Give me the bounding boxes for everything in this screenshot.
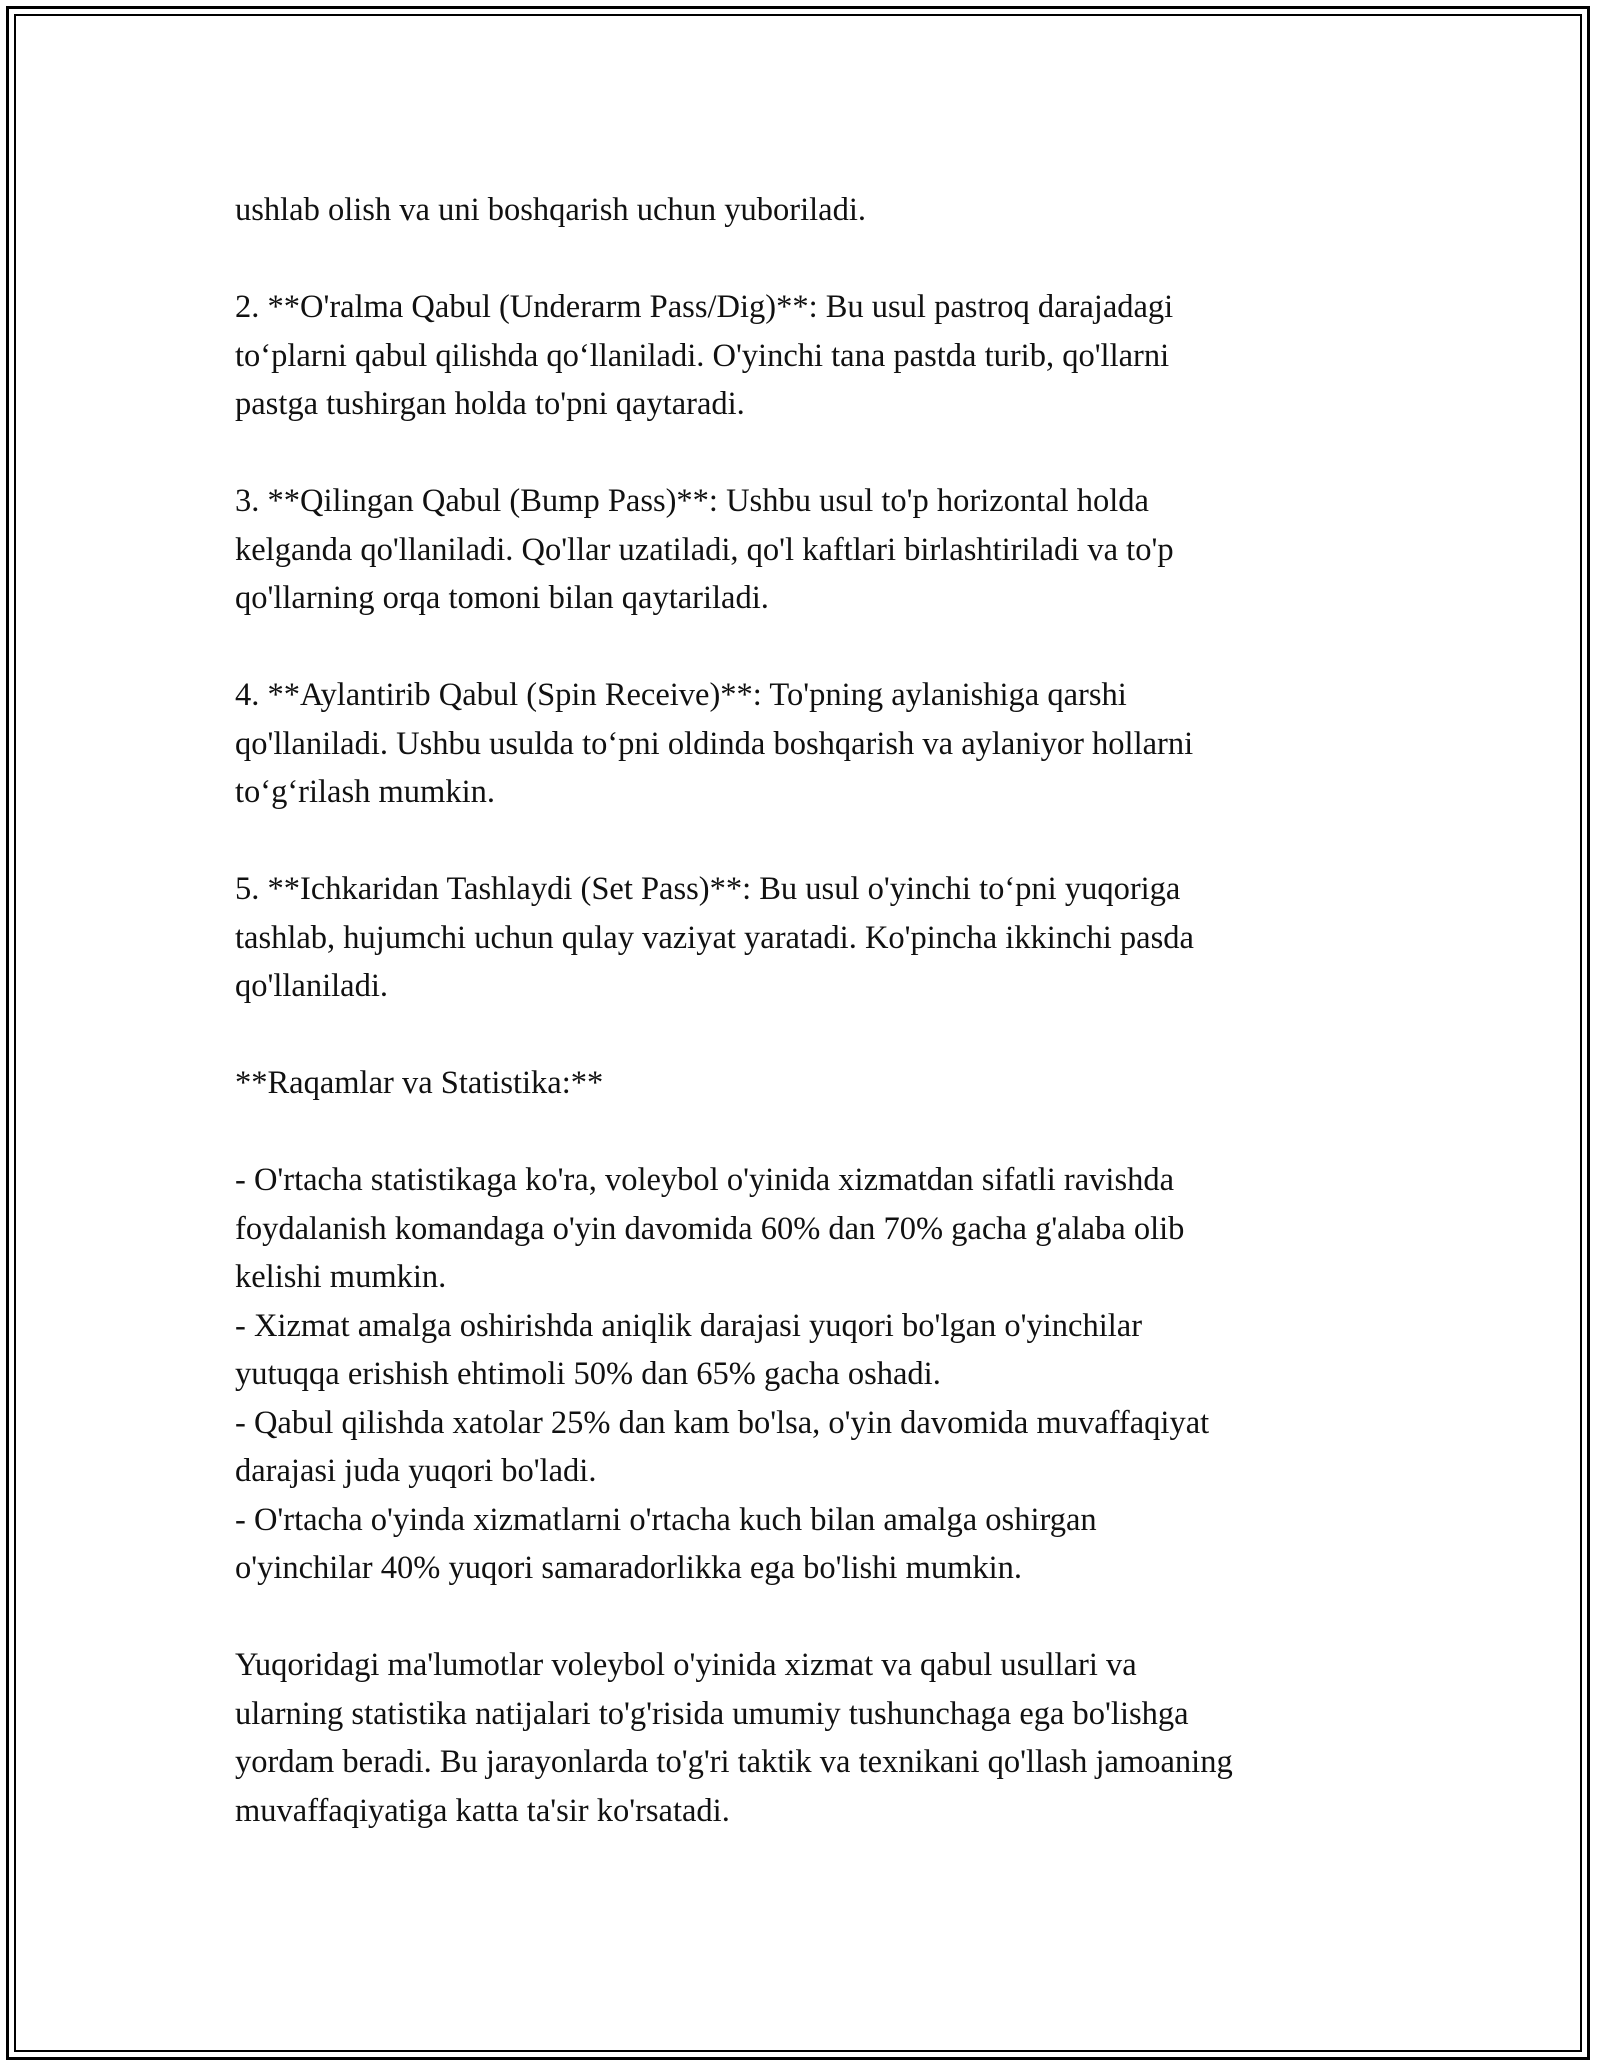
text-line: kelishi mumkin. bbox=[235, 1259, 447, 1295]
document-body bbox=[235, 186, 1395, 1835]
stats-item bbox=[235, 1156, 1395, 1302]
text-line: muvaffaqiyatiga katta ta'sir ko'rsatadi. bbox=[235, 1792, 730, 1829]
text-line: 4. **Aylantirib Qabul (Spin Receive)**: To'pning aylanishiga qarshi bbox=[235, 677, 1127, 713]
stats-list bbox=[235, 1156, 1395, 1593]
text-line: to‘g‘rilash mumkin. bbox=[235, 774, 495, 810]
text-line: 3. **Qilingan Qabul (Bump Pass)**: Ushbu usul to'p horizontal holda bbox=[235, 483, 1149, 519]
text-line: - Qabul qilishda xatolar 25% dan kam bo'lsa, o'yin davomida muvaffaqiyat bbox=[235, 1404, 1210, 1441]
paragraph-gap bbox=[235, 817, 1395, 866]
text-line: 2. **O'ralma Qabul (Underarm Pass/Dig)**: Bu usul pastroq darajadagi bbox=[235, 289, 1174, 325]
text-line: ularning statistika natijalari to'g'risida umumiy tushunchaga ega bo'lishga bbox=[235, 1695, 1189, 1732]
intro-paragraph bbox=[235, 186, 1395, 235]
stats-item bbox=[235, 1302, 1395, 1399]
paragraph-gap bbox=[235, 235, 1395, 284]
text-line: pastga tushirgan holda to'pni qaytaradi. bbox=[235, 386, 745, 422]
text-line: ushlab olish va uni boshqarish uchun yuboriladi. bbox=[235, 192, 866, 228]
conclusion-paragraph bbox=[235, 1641, 1395, 1835]
text-line: qo'llaniladi. Ushbu usulda to‘pni oldinda boshqarish va aylaniyor hollarni bbox=[235, 725, 1194, 762]
text-line: Yuqoridagi ma'lumotlar voleybol o'yinida xizmat va qabul usullari va bbox=[235, 1647, 1137, 1683]
text-line: qo'llarning orqa tomoni bilan qaytariladi. bbox=[235, 580, 769, 616]
text-line: foydalanish komandaga o'yin davomida 60% dan 70% gacha g'alaba olib bbox=[235, 1210, 1185, 1247]
text-line: kelganda qo'llaniladi. Qo'llar uzatiladi, qo'l kaftlari birlashtiriladi va to'p bbox=[235, 531, 1174, 568]
text-line: yordam beradi. Bu jarayonlarda to'g'ri taktik va texnikani qo'llash jamoaning bbox=[235, 1744, 1233, 1780]
stats-item bbox=[235, 1399, 1395, 1496]
list-item-underarm-pass bbox=[235, 283, 1395, 429]
text-line: to‘plarni qabul qilishda qo‘llaniladi. O'yinchi tana pastda turib, qo'llarni bbox=[235, 337, 1170, 374]
text-line: yutuqqa erishish ehtimoli 50% dan 65% gacha oshadi. bbox=[235, 1356, 941, 1392]
stats-heading bbox=[235, 1059, 1395, 1108]
text-line: darajasi juda yuqori bo'ladi. bbox=[235, 1453, 597, 1489]
paragraph-gap bbox=[235, 623, 1395, 672]
paragraph-gap bbox=[235, 1108, 1395, 1157]
text-line: - O'rtacha statistikaga ko'ra, voleybol o'yinida xizmatdan sifatli ravishda bbox=[235, 1162, 1175, 1198]
text-line: tashlab, hujumchi uchun qulay vaziyat yaratadi. Ko'pincha ikkinchi pasda bbox=[235, 919, 1194, 956]
text-line: - Xizmat amalga oshirishda aniqlik darajasi yuqori bo'lgan o'yinchilar bbox=[235, 1307, 1143, 1344]
stats-item bbox=[235, 1496, 1395, 1593]
list-item-bump-pass bbox=[235, 477, 1395, 623]
text-line: qo'llaniladi. bbox=[235, 968, 388, 1004]
text-line: o'yinchilar 40% yuqori samaradorlikka ega bo'lishi mumkin. bbox=[235, 1550, 1023, 1586]
paragraph-gap bbox=[235, 1011, 1395, 1060]
section-heading: **Raqamlar va Statistika:** bbox=[235, 1065, 604, 1101]
list-item-spin-receive bbox=[235, 671, 1395, 817]
text-line: 5. **Ichkaridan Tashlaydi (Set Pass)**: Bu usul o'yinchi to‘pni yuqoriga bbox=[235, 871, 1181, 907]
paragraph-gap bbox=[235, 1593, 1395, 1642]
paragraph-gap bbox=[235, 429, 1395, 478]
text-line: - O'rtacha o'yinda xizmatlarni o'rtacha kuch bilan amalga oshirgan bbox=[235, 1501, 1097, 1538]
list-item-set-pass bbox=[235, 865, 1395, 1011]
